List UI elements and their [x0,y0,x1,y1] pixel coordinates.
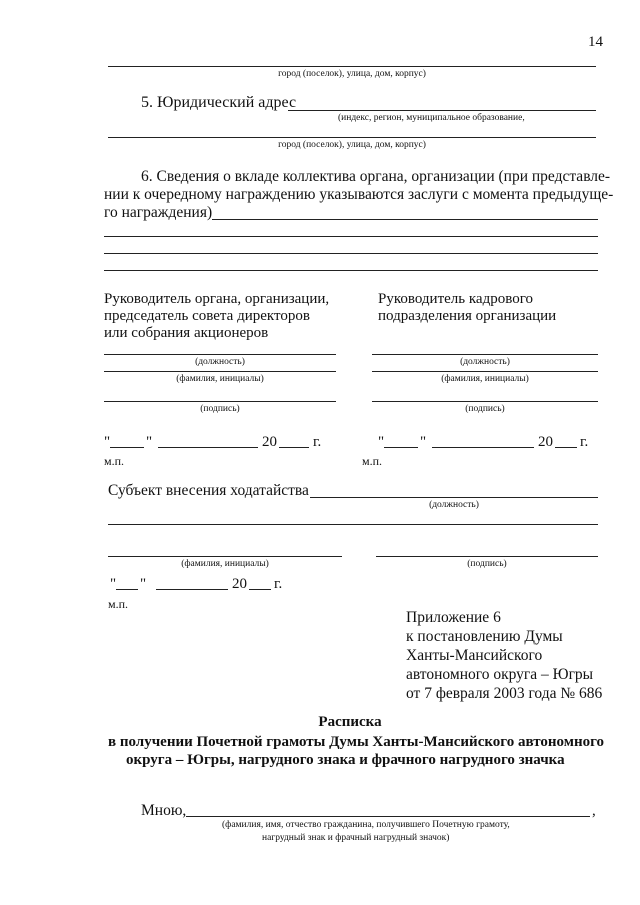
right-position-line [372,354,598,355]
receipt-title: Расписка [318,714,382,730]
subject-name-line [108,556,342,557]
left-stamp: м.п. [104,454,125,468]
left-signer-title-1: Руководитель органа, организации, [104,291,330,307]
right-name-line [372,371,598,372]
left-date-year-prefix: 20 [262,434,277,450]
contribution-blank-2 [104,253,598,254]
subject-position-caption: (должность) [429,500,479,510]
receipt-comma: , [592,803,596,819]
contribution-line-1: 6. Сведения о вкладе коллектива органа, организации (при представле- [141,168,611,185]
receipt-caption-1: (фамилия, имя, отчество гражданина, получившего Почетную грамоту, [222,820,510,830]
left-signer-title-3: или собрания акционеров [104,325,269,341]
legal-address-label: 5. Юридический адрес [141,94,297,111]
left-signer-title-2: председатель совета директоров [104,308,310,324]
subject-date-year-line [249,589,271,590]
right-name-caption: (фамилия, инициалы) [441,374,529,384]
left-date-year-suffix: г. [313,434,322,450]
subject-name-caption: (фамилия, инициалы) [181,559,269,569]
contribution-line-fill [212,219,598,220]
left-position-caption: (должность) [195,357,245,367]
left-name-line [104,371,336,372]
appendix-line-4: автономного округа – Югры [406,666,594,683]
legal-address-caption-2: город (поселок), улица, дом, корпус) [278,140,426,150]
subject-date-year-prefix: 20 [232,576,247,592]
right-date-quote-close: " [420,434,427,450]
left-signature-line [104,401,336,402]
receipt-name-line [186,816,590,817]
left-date-quote-close: " [146,434,153,450]
subject-signature-caption: (подпись) [467,559,507,569]
appendix-line-2: к постановлению Думы [406,628,563,645]
subject-stamp: м.п. [108,597,129,611]
right-date-month-line [432,447,534,448]
subject-signature-line [376,556,598,557]
right-signature-caption: (подпись) [465,404,505,414]
left-date-year-line [279,447,309,448]
receipt-subtitle-2: округа – Югры, нагрудного знака и фрачного нагрудного значка [126,752,565,768]
right-signature-line [372,401,598,402]
subject-date-day-line [116,589,138,590]
subject-position-line [310,497,598,498]
right-date-year-prefix: 20 [538,434,553,450]
legal-address-line [288,110,596,111]
subject-date-year-suffix: г. [274,576,283,592]
right-signer-title-1: Руководитель кадрового [378,291,533,307]
left-name-caption: (фамилия, инициалы) [176,374,264,384]
legal-address-caption-1: (индекс, регион, муниципальное образование, [338,113,525,123]
address-caption: город (поселок), улица, дом, корпус) [278,69,426,79]
contribution-blank-1 [104,236,598,237]
page-number: 14 [588,34,603,50]
right-date-year-line [555,447,577,448]
subject-label: Субъект внесения ходатайства [108,482,309,499]
contribution-line-3: го награждения) [104,204,213,221]
contribution-line-2: нии к очередному награждению указываются заслуги с момента предыдуще- [104,186,614,203]
address-line [108,66,596,67]
receipt-subtitle-1: в получении Почетной грамоты Думы Ханты-Мансийского автономного [108,734,605,750]
subject-date-quote-close: " [140,576,147,592]
left-date-quote-open: " [104,434,111,450]
left-date-month-line [158,447,258,448]
right-date-day-line [384,447,418,448]
left-date-day-line [110,447,144,448]
right-date-quote-open: " [378,434,385,450]
left-position-line [104,354,336,355]
right-stamp: м.п. [362,454,383,468]
legal-address-line-2 [108,137,596,138]
subject-blank-line [108,524,598,525]
subject-date-quote-open: " [110,576,117,592]
appendix-line-5: от 7 февраля 2003 года № 686 [406,685,603,702]
appendix-line-1: Приложение 6 [406,609,501,626]
contribution-blank-3 [104,270,598,271]
receipt-me-label: Мною, [141,802,187,819]
subject-date-month-line [156,589,228,590]
receipt-caption-2: нагрудный знак и фрачный нагрудный значок) [262,833,450,843]
right-position-caption: (должность) [460,357,510,367]
right-date-year-suffix: г. [580,434,589,450]
left-signature-caption: (подпись) [200,404,240,414]
appendix-line-3: Ханты-Мансийского [406,647,543,664]
right-signer-title-2: подразделения организации [378,308,557,324]
